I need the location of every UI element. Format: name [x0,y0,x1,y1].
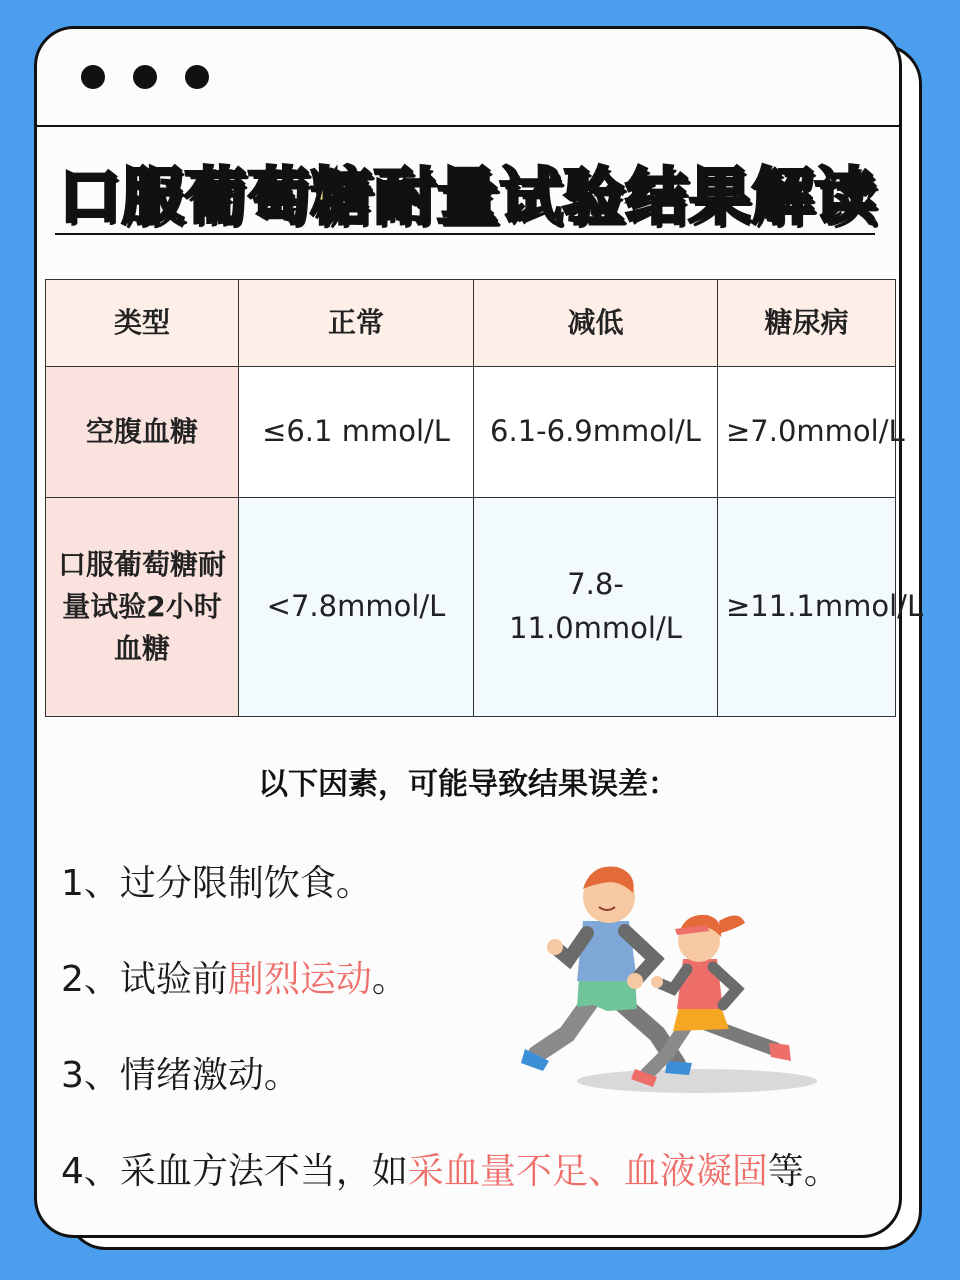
running-couple-illustration [507,849,817,1099]
window-dot-icon [185,65,209,89]
page-title: 口服葡萄糖耐量试验结果解读 [58,160,878,233]
list-item [61,1047,300,1098]
cell-diabetes: ≥11.1mmol/L [718,497,896,716]
window-dot-icon [81,65,105,89]
row-label-ogtt: 口服葡萄糖耐量试验2小时血糖 [46,497,239,716]
header-divider [37,125,899,127]
cell-diabetes: ≥7.0mmol/L [718,367,896,498]
item-text: 等。 [767,1151,840,1192]
table-header-cell: 类型 [46,280,239,367]
list-item [61,855,372,906]
cell-normal: ≤6.1 mmol/L [239,367,474,498]
window-dot-icon [133,65,157,89]
content-card [34,26,924,1238]
list-item [61,1143,840,1194]
result-table [45,279,924,717]
table-row [46,497,896,716]
table-header-cell: 减低 [474,280,718,367]
item-text: 1、过分限制饮食。 [61,863,372,904]
table-row [46,367,896,498]
table-header-row [46,280,896,367]
window-dots [81,65,209,89]
item-text: 3、情绪激动。 [61,1055,300,1096]
cell-normal: <7.8mmol/L [239,497,474,716]
table-header-cell: 糖尿病 [718,280,896,367]
item-highlight: 采血量不足、血液凝固 [407,1151,768,1192]
item-text: 2、试验前 [61,959,228,1000]
list-item [61,951,408,1002]
title-divider [55,233,875,235]
cell-reduced: 7.8-11.0mmol/L [474,497,718,716]
factors-heading: 以下因素，可能导致结果误差： [258,767,678,802]
item-text: 。 [371,959,408,1000]
cell-reduced: 6.1-6.9mmol/L [474,367,718,498]
item-text: 4、采血方法不当，如 [61,1151,408,1192]
row-label-fasting: 空腹血糖 [46,367,239,498]
table-header-cell: 正常 [239,280,474,367]
item-highlight: 剧烈运动 [227,959,372,1000]
